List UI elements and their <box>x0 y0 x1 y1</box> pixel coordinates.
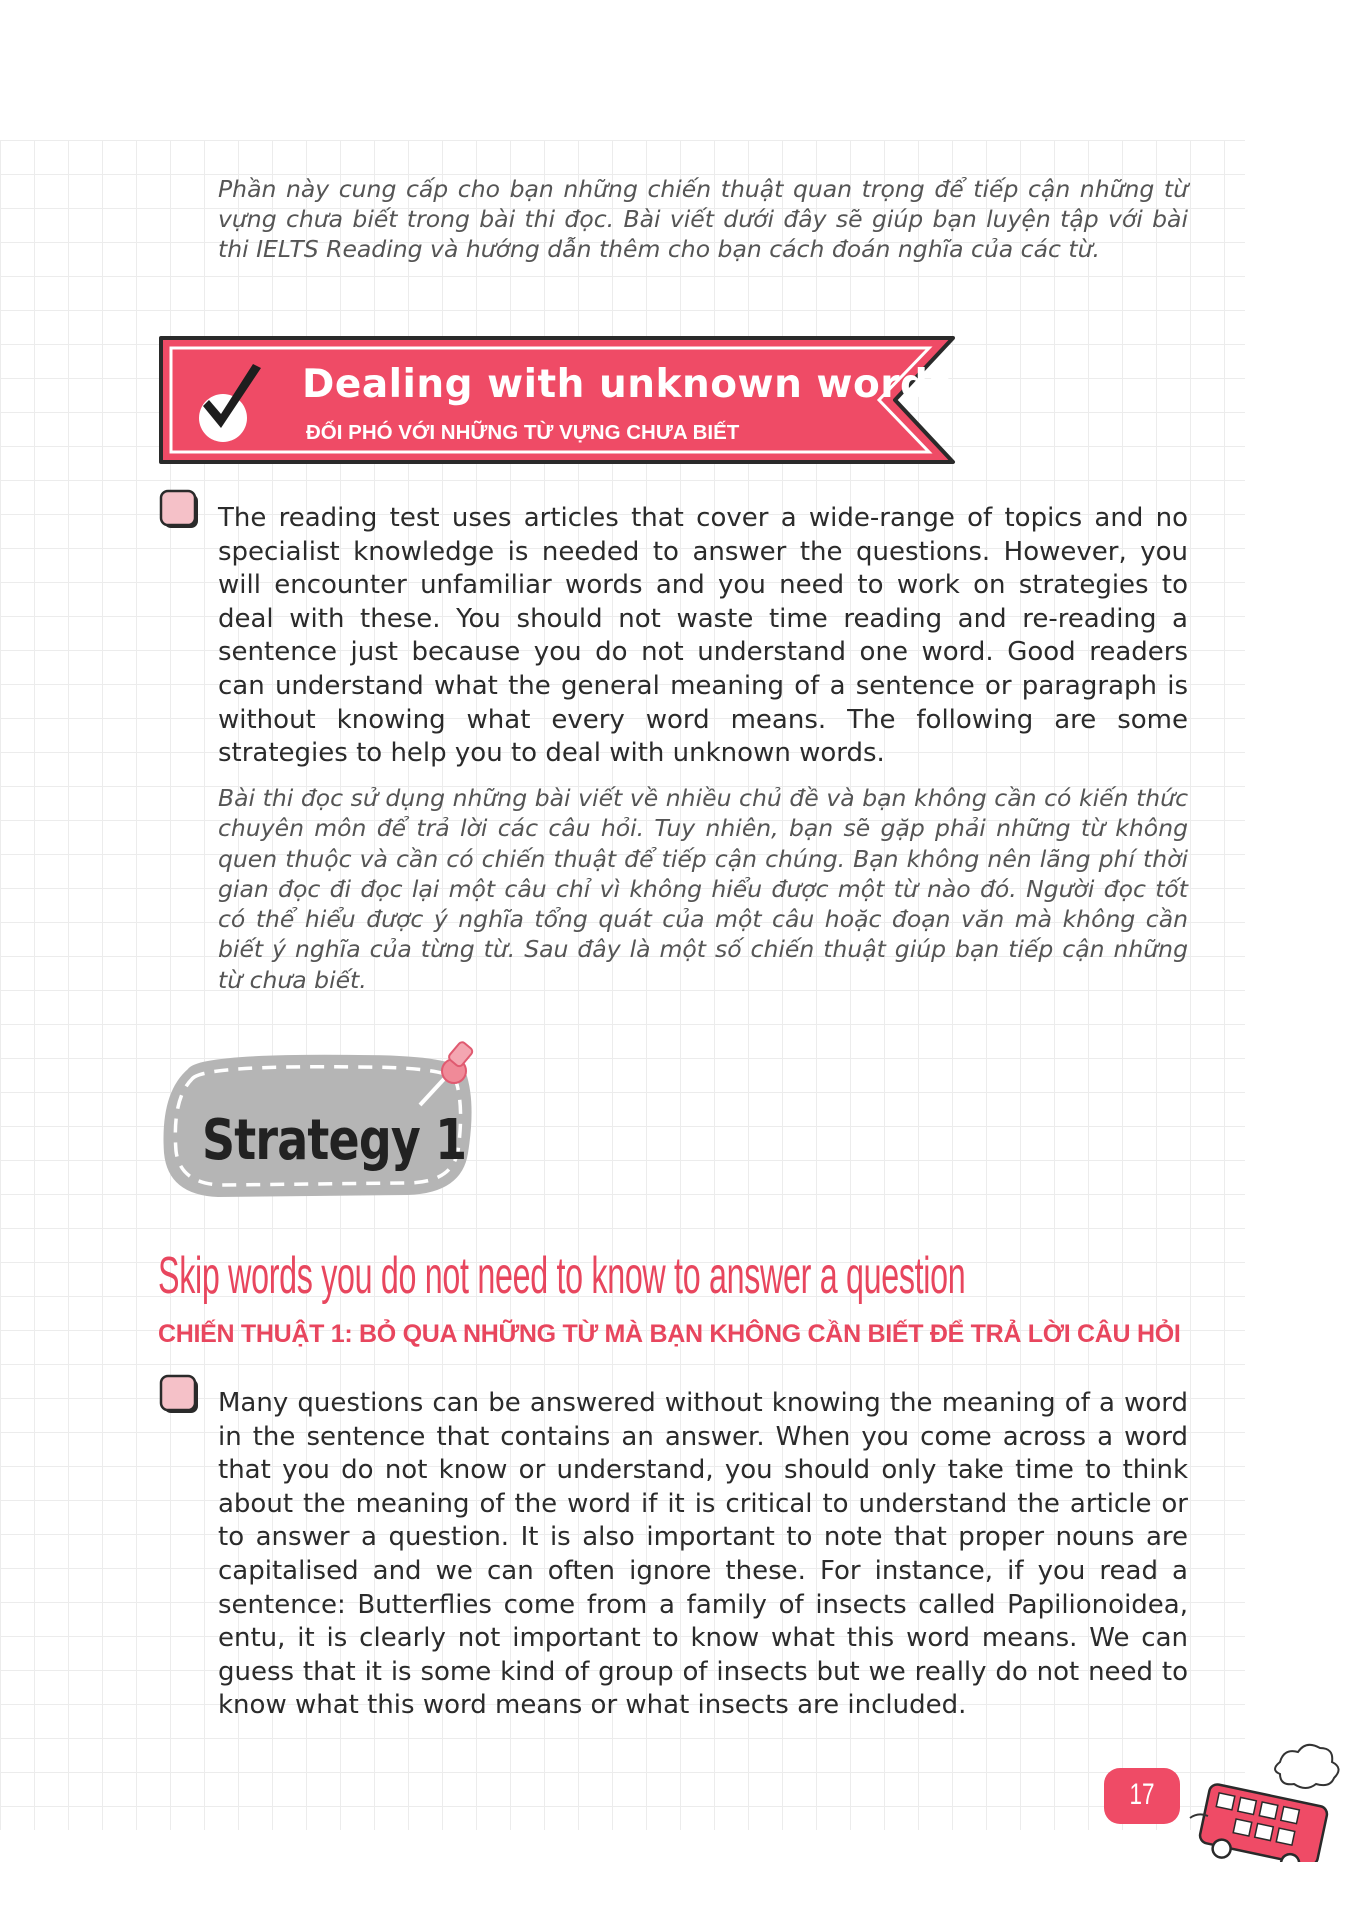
banner-title: Dealing with unknown words <box>302 362 953 407</box>
strategy-label: Strategy 1 <box>202 1108 467 1173</box>
strategy-subheading: CHIẾN THUẬT 1: BỎ QUA NHỮNG TỪ MÀ BẠN KHÔNG CẦN BIẾT ĐỂ TRẢ LỜI CÂU HỎI <box>158 1320 1181 1348</box>
intro-paragraph: Phần này cung cấp cho bạn những chiến thuật quan trọng để tiếp cận những từ vựng chưa biết trong bài thi đọc. Bài viết dưới đây sẽ giúp bạn luyện tập với bài thi IELTS Reading và hướng dẫn thêm cho bạn cách đoán nghĩa của các từ. <box>218 175 1188 263</box>
page-number: 17 <box>1129 1778 1155 1811</box>
section-paragraph: The reading test uses articles that cover a wide-range of topics and no specialist knowledge is needed to answer the questions. However, you will encounter unfamiliar words and you need to work on strategies to deal with these. You should not waste time reading and re-reading a sentence just because you do not understand one word. Good readers can understand what the general meaning of a sentence or paragraph is without knowing what every word means. The following are some strategies to help you to deal with unknown words. <box>218 503 1188 769</box>
checkbox-icon <box>158 1373 202 1417</box>
cloud-icon <box>1275 1745 1339 1788</box>
strategy-heading: Skip words you do not need to know to answer a question <box>158 1247 966 1305</box>
section-translation: Bài thi đọc sử dụng những bài viết về nhiều chủ đề và bạn không cần có kiến thức chuyên môn để trả lời các câu hỏi. Tuy nhiên, bạn sẽ gặp phải những từ không quen thuộc và cần có chiến thuật để tiếp cận chúng. Bạn không nên lãng phí thời gian đọc đi đọc lại một câu chỉ vì không hiểu được một từ nào đó. Người đọc tốt có thể hiểu được ý nghĩa tổng quát của một câu hoặc đoạn văn mà không cần biết ý nghĩa của từng từ. Sau đây là một số chiến thuật giúp bạn tiếp cận những từ chưa biết. <box>218 784 1188 994</box>
banner-subtitle: ĐỐI PHÓ VỚI NHỮNG TỪ VỰNG CHƯA BIẾT <box>306 421 740 444</box>
strategy-paragraph: Many questions can be answered without knowing the meaning of a word in the sentence that contains an answer. When you come across a word that you do not know or understand, you should only take time to think about the meaning of the word if it is critical to understand the article or to answer a question. It is also important to note that proper nouns are capitalised and we can often ignore these. For instance, if you read a sentence: Butterflies come from a family of insects called Papilionoidea, entu, it is clearly not important to know what this word means. We can guess that it is some kind of group of insects but we really do not need to know what this word means or what insects are included. <box>218 1388 1188 1721</box>
checkbox-icon <box>158 488 202 532</box>
bus-icon <box>1180 1732 1350 1862</box>
